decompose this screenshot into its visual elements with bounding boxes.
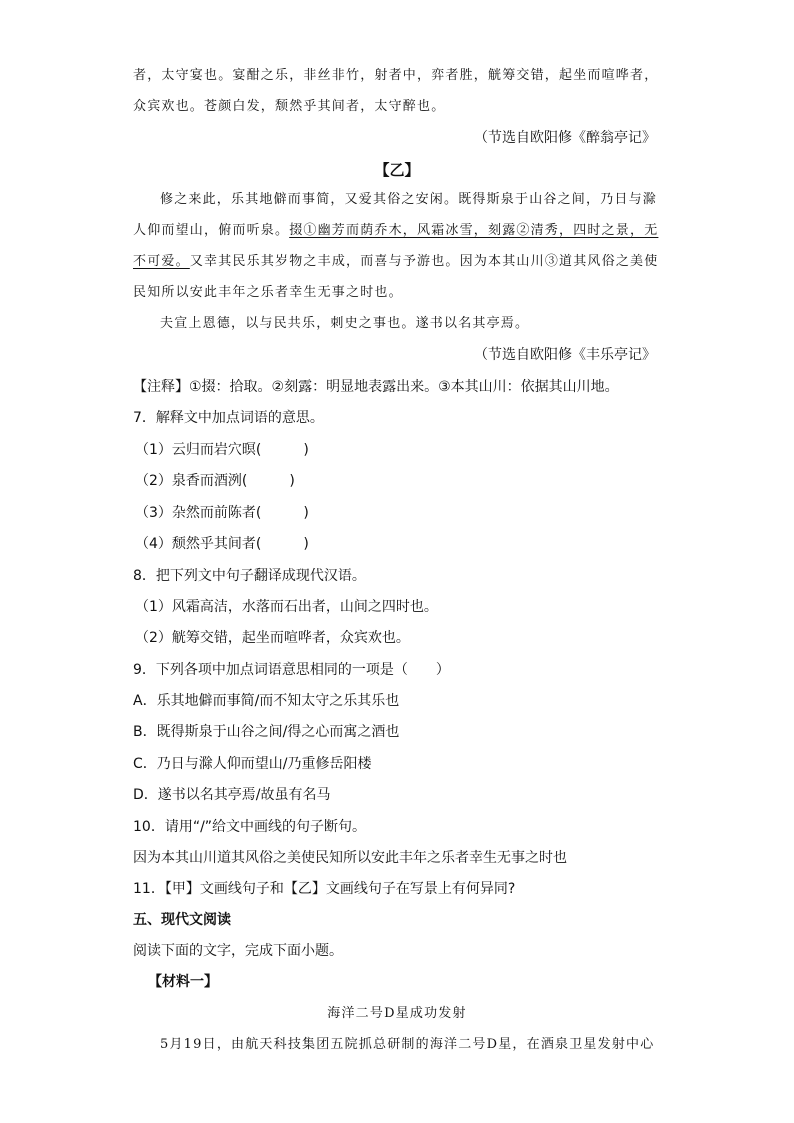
yi-underlined-sentence-part-1: 掇①幽芳而荫乔木，风霜冰雪，刻露②清秀，四时之景，无 <box>289 223 659 238</box>
yi-source: （节选自欧阳修《丰乐亭记》 <box>474 347 656 363</box>
q8-item-1: （1）风霜高洁，水落而石出者，山间之四时也。 <box>135 599 438 615</box>
q9-option-a: A．乐其地僻而事简/而不知太守之乐其乐也 <box>133 693 400 709</box>
q10-sentence: 因为本其山川道其风俗之美使民知所以安此丰年之乐者幸生无事之时也 <box>133 850 567 866</box>
jia-text-line-2: 众宾欢也。苍颜白发，颓然乎其间者，太守醉也。 <box>133 99 446 114</box>
yi-heading: 【乙】 <box>374 161 420 179</box>
q7-item-4: （4）颓然乎其间者( ) <box>135 536 309 552</box>
article-line-1: 5月19日，由航天科技集团五院抓总研制的海洋二号D星，在酒泉卫星发射中心 <box>160 1037 655 1052</box>
q9-option-d: D．遂书以名其亭焉/故虽有名马 <box>133 787 331 803</box>
q11-title: 11．【甲】文画线句子和【乙】文画线句子在写景上有何异同? <box>133 881 516 897</box>
article-title: 海洋二号D星成功发射 <box>327 1006 467 1021</box>
notes: 【注释】①掇：拾取。②刻露：明显地表露出来。③本其山川：依据其山川地。 <box>133 379 619 395</box>
jia-source: （节选自欧阳修《醉翁亭记》 <box>474 130 656 146</box>
yi-p1-line-2 <box>133 221 658 241</box>
yi-p1-line-2-plain: 人仰而望山，俯而听泉。 <box>133 223 290 238</box>
yi-p2: 夫宣上恩德，以与民共乐，刺史之事也。遂书以名其亭焉。 <box>160 316 530 331</box>
yi-underlined-sentence-part-2: 不可爱。 <box>133 254 190 269</box>
q9-title: 9．下列各项中加点词语意思相同的一项是（ ） <box>133 662 450 678</box>
yi-p1-line-3-plain: 又幸其民乐其岁物之丰成，而喜与予游也。因为本其山川③道其风俗之美使 <box>189 254 659 269</box>
yi-p1-line-3 <box>133 252 658 272</box>
q7-title: 7．解释文中加点词语的意思。 <box>133 410 324 426</box>
q7-item-2: （2）泉香而酒洌( ) <box>135 473 295 489</box>
q8-item-2: （2）觥筹交错，起坐而喧哗者，众宾欢也。 <box>135 630 410 646</box>
material-1-label: 【材料一】 <box>148 974 218 990</box>
q8-title: 8．把下列文中句子翻译成现代汉语。 <box>133 568 366 584</box>
q9-option-b: B．既得斯泉于山谷之间/得之心而寓之酒也 <box>133 724 400 740</box>
section5-heading: 五、现代文阅读 <box>133 912 231 928</box>
yi-p1-line-1: 修之来此，乐其地僻而事简，又爱其俗之安闲。既得斯泉于山谷之间，乃日与滁 <box>160 192 658 207</box>
q7-item-3: （3）杂然而前陈者( ) <box>135 505 309 521</box>
q10-title: 10．请用“/”给文中画线的句子断句。 <box>133 819 367 835</box>
q7-item-1: （1）云归而岩穴暝( ) <box>135 442 309 458</box>
q9-option-c: C．乃日与滁人仰而望山/乃重修岳阳楼 <box>133 756 372 772</box>
section5-instruction: 阅读下面的文字，完成下面小题。 <box>133 943 343 959</box>
yi-p1-line-4: 民知所以安此丰年之乐者幸生无事之时也。 <box>133 285 403 300</box>
jia-text-line-1: 者，太守宴也。宴酣之乐，非丝非竹，射者中，弈者胜，觥筹交错，起坐而喧哗者， <box>133 68 659 83</box>
